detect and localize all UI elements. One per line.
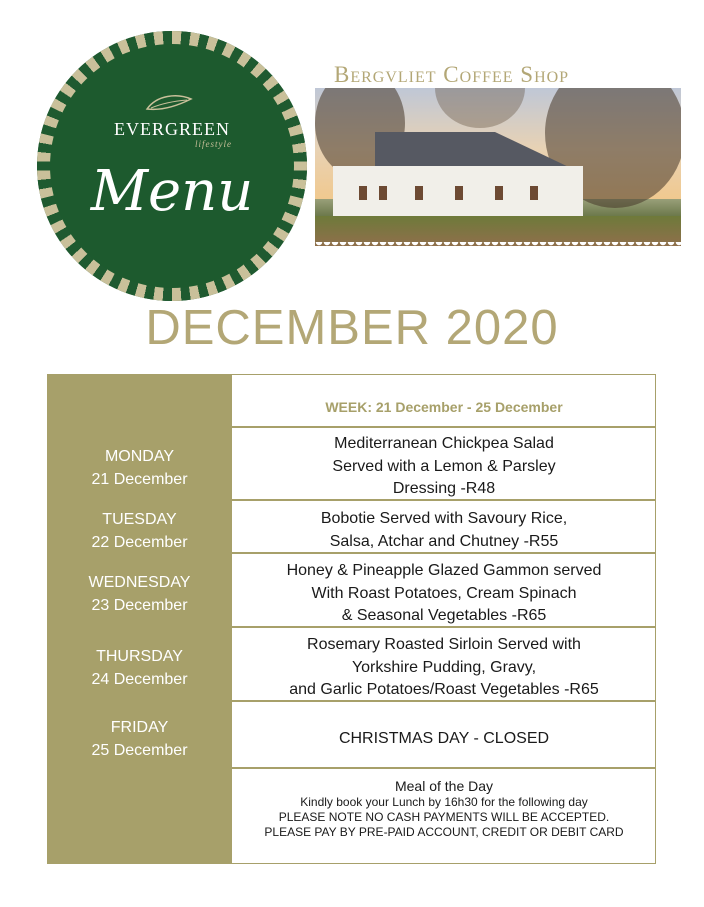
- header-photo: [315, 88, 681, 246]
- dish-line: Honey & Pineapple Glazed Gammon served: [286, 562, 602, 579]
- notes-line: Kindly book your Lunch by 16h30 for the following day: [300, 795, 588, 809]
- month-title: DECEMBER 2020: [145, 301, 559, 355]
- dish-line: Mediterranean Chickpea Salad: [334, 435, 554, 452]
- day-row-thursday: [47, 645, 232, 691]
- brand-name: EVERGREEN: [114, 119, 230, 139]
- dish-line: Rosemary Roasted Sirloin Served with: [307, 636, 581, 653]
- dish-line: CHRISTMAS DAY - CLOSED: [338, 730, 550, 747]
- day-row-wednesday: [47, 571, 232, 617]
- day-row-monday: [47, 445, 232, 491]
- dish-line: Served with a Lemon & Parsley: [332, 457, 556, 475]
- notes-line: PLEASE PAY BY PRE-PAID ACCOUNT, CREDIT OR DEBIT CARD: [264, 825, 624, 839]
- dish-wednesday: [232, 560, 656, 628]
- notes-heading: Meal of the Day: [394, 778, 494, 794]
- day-name: TUESDAY: [102, 511, 177, 528]
- menu-title: Menu: [90, 159, 254, 224]
- notes-line: PLEASE NOTE NO CASH PAYMENTS WILL BE ACCEPTED.: [278, 810, 610, 824]
- dish-line: Yorkshire Pudding, Gravy,: [351, 658, 537, 676]
- day-name: MONDAY: [104, 448, 175, 465]
- dish-line: & Seasonal Vegetables -R65: [341, 607, 547, 624]
- day-date: 21 December: [91, 471, 188, 488]
- brand-sub: lifestyle: [195, 139, 232, 149]
- dish-line: and Garlic Potatoes/Roast Vegetables -R65: [289, 681, 599, 698]
- evergreen-logo: [37, 31, 307, 301]
- menu-table: [47, 374, 657, 864]
- day-row-friday: [47, 716, 232, 762]
- day-date: 22 December: [91, 534, 188, 551]
- dish-tuesday: [232, 508, 656, 553]
- shop-title: Bergvliet Coffee Shop: [334, 62, 570, 87]
- day-name: THURSDAY: [96, 648, 183, 665]
- day-name: WEDNESDAY: [88, 574, 191, 591]
- dish-line: Salsa, Atchar and Chutney -R55: [329, 532, 559, 550]
- leaf-icon: [143, 93, 195, 115]
- day-date: 25 December: [91, 742, 188, 759]
- dish-line: With Roast Potatoes, Cream Spinach: [311, 584, 577, 602]
- day-name: FRIDAY: [110, 719, 169, 736]
- dish-line: Bobotie Served with Savoury Rice,: [320, 510, 568, 527]
- day-date: 24 December: [91, 671, 188, 688]
- week-label: WEEK: 21 December - 25 December: [325, 399, 563, 415]
- dish-line: Dressing -R48: [392, 480, 496, 497]
- day-row-tuesday: [47, 508, 232, 554]
- dish-monday: [232, 433, 656, 501]
- dish-friday: [232, 728, 656, 751]
- booking-notes: [232, 777, 656, 840]
- dish-thursday: [232, 634, 656, 702]
- day-date: 23 December: [91, 597, 188, 614]
